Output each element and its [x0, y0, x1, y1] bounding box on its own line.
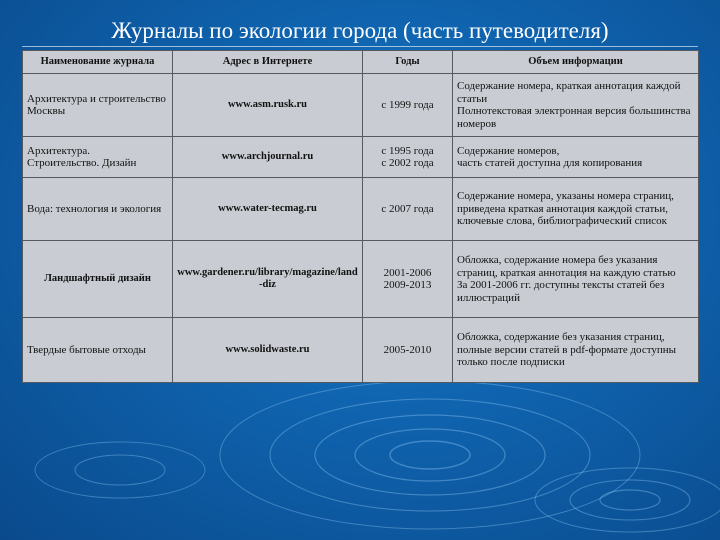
journal-name-cell: Архитектура. Строительство. Дизайн — [23, 137, 173, 178]
table-row — [23, 137, 699, 178]
journal-url-cell[interactable]: www.solidwaste.ru — [173, 318, 363, 383]
header-journal-name: Наименование журнала — [23, 51, 173, 74]
journal-name-cell: Архитектура и строительство Москвы — [23, 74, 173, 137]
journal-name-cell: Твердые бытовые отходы — [23, 318, 173, 383]
journal-years-cell: с 1999 года — [363, 74, 453, 137]
journal-years-cell: с 2007 года — [363, 178, 453, 241]
table-row — [23, 318, 699, 383]
journal-url-cell[interactable]: www.archjournal.ru — [173, 137, 363, 178]
journal-years-cell: 2001-2006 2009-2013 — [363, 241, 453, 318]
journal-info-cell: Содержание номера, краткая аннотация каждой статьи Полнотекстовая электронная версия большинства номеров — [453, 74, 699, 137]
title-divider — [22, 46, 698, 47]
journal-url-cell[interactable]: www.water-tecmag.ru — [173, 178, 363, 241]
journal-years-cell: с 1995 года с 2002 года — [363, 137, 453, 178]
table-row — [23, 74, 699, 137]
header-years: Годы — [363, 51, 453, 74]
journals-table — [22, 50, 699, 383]
slide-title: Журналы по экологии города (часть путеводителя) — [111, 18, 609, 43]
journal-years-cell: 2005-2010 — [363, 318, 453, 383]
header-info-volume: Объем информации — [453, 51, 699, 74]
table-row — [23, 178, 699, 241]
journal-name-cell: Ландшафтный дизайн — [23, 241, 173, 318]
journal-name-cell: Вода: технология и экология — [23, 178, 173, 241]
journal-info-cell: Содержание номера, указаны номера страниц, приведена краткая аннотация каждой статьи, ключевые слова, библиографический список — [453, 178, 699, 241]
header-web-address: Адрес в Интернете — [173, 51, 363, 74]
journal-info-cell: Содержание номеров, часть статей доступна для копирования — [453, 137, 699, 178]
journal-url-cell[interactable]: www.asm.rusk.ru — [173, 74, 363, 137]
journal-url-cell[interactable]: www.gardener.ru/library/magazine/land-diz — [173, 241, 363, 318]
table-header-row — [23, 51, 699, 74]
journal-info-cell: Обложка, содержание номера без указания страниц, краткая аннотация на каждую статью За 2001-2006 гг. доступны тексты статей без иллюстраций — [453, 241, 699, 318]
journal-info-cell: Обложка, содержание без указания страниц, полные версии статей в pdf-формате доступны только после подписки — [453, 318, 699, 383]
table-row — [23, 241, 699, 318]
